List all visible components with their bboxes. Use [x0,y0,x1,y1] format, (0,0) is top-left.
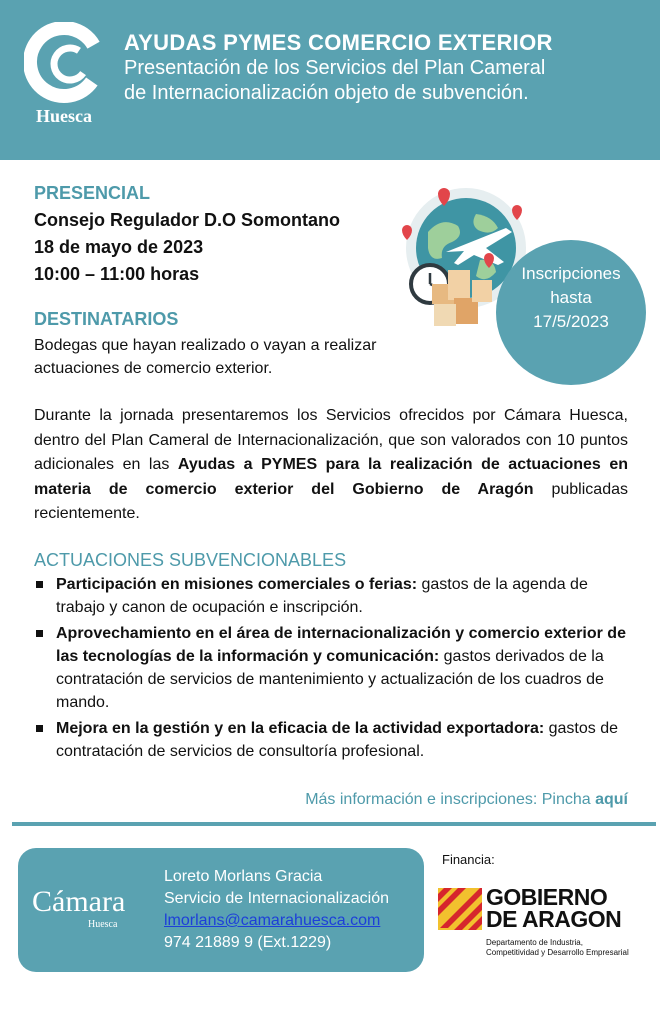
badge-line-2: hasta [550,288,592,307]
subtitle-line-1: Presentación de los Servicios del Plan Cameral [124,57,546,79]
camara-huesca-logo [32,886,162,936]
gov-line-1: GOBIERNO [486,884,608,910]
intro-text-1: Durante la jornada presentaremos los Servicios ofrecidos por Cámara Huesca, dentro del Plan Cameral de Internacionalización, que son valorados con 10 puntos adicionales en las [34,407,628,473]
intro-paragraph [34,404,628,527]
bullet-square-icon [36,630,43,637]
contact-logo-sub: Huesca [88,919,118,930]
gobierno-aragon-logo [438,886,648,966]
header-banner [0,0,660,160]
gov-dept-line-2: Competitividad y Desarrollo Empresarial [486,948,629,957]
contact-card [18,848,424,972]
recipients-line-1: Bodegas que hayan realizado o vayan a realizar [34,337,377,354]
intro-text-2: publicadas recientemente. [34,480,628,522]
funding-label: Financia: [442,852,495,867]
list-item-text: gastos derivados de la contratación de servicios de mantenimiento y actualización de los cuadros de mando. [56,648,604,711]
contact-email-link[interactable]: lmorlans@camarahuesca.com [164,912,381,929]
actions-list [34,573,634,766]
list-item-text: gastos de contratación de servicios de consultoría profesional. [56,720,618,760]
event-time: 10:00 – 11:00 horas [34,264,200,284]
contact-phone: 974 21889 9 (Ext.1229) [164,934,332,951]
subtitle-line-2: de Internacionalización objeto de subvención. [124,82,529,104]
page-title: AYUDAS PYMES COMERCIO EXTERIOR [124,30,553,55]
camara-c-icon [24,22,104,106]
list-item [34,622,634,714]
aragon-flag-icon [438,888,482,930]
list-item [34,717,634,763]
contact-details [164,866,389,954]
list-item-title: Aprovechamiento en el área de internacionalización y comercio exterior de las tecnologías de la información y comunicación: [56,625,626,665]
gov-dept-line-1: Departamento de Industria, [486,938,583,947]
event-mode: PRESENCIAL [34,183,151,203]
camara-logo [24,22,104,132]
more-info-link[interactable]: aquí [595,791,628,808]
divider [12,822,656,826]
list-item [34,573,634,619]
contact-name: Loreto Morlans Gracia [164,868,323,885]
intro-bold: Ayudas a PYMES para la realización de actuaciones en materia de comercio exterior del Gobierno de Aragón [34,456,629,498]
bullet-square-icon [36,581,43,588]
badge-line-1: Inscripciones [521,264,621,283]
contact-department: Servicio de Internacionalización [164,890,390,907]
list-item-title: Participación en misiones comerciales o ferias: [56,576,418,593]
recipients-heading: DESTINATARIOS [34,309,179,329]
logo-word: Huesca [36,106,92,126]
header-text [124,30,644,106]
more-info-text: Más información e inscripciones: Pincha [305,791,596,808]
bullet-square-icon [36,725,43,732]
event-date: 18 de mayo de 2023 [34,237,204,257]
actions-heading: ACTUACIONES SUBVENCIONABLES [34,550,347,570]
badge-line-3: 17/5/2023 [533,312,609,331]
list-item-text: gastos de la agenda de trabajo y canon de ocupación e inscripción. [56,576,588,616]
gov-department [486,938,629,958]
registration-badge [496,240,646,385]
more-info [305,791,628,809]
recipients-line-2: actuaciones de comercio exterior. [34,360,273,377]
list-item-title: Mejora en la gestión y en la eficacia de la actividad exportadora: [56,720,545,737]
gov-line-2: DE ARAGON [486,906,622,932]
contact-logo-word: Cámara [32,885,126,918]
gov-title [486,886,621,930]
event-place: Consejo Regulador D.O Somontano [34,210,341,230]
